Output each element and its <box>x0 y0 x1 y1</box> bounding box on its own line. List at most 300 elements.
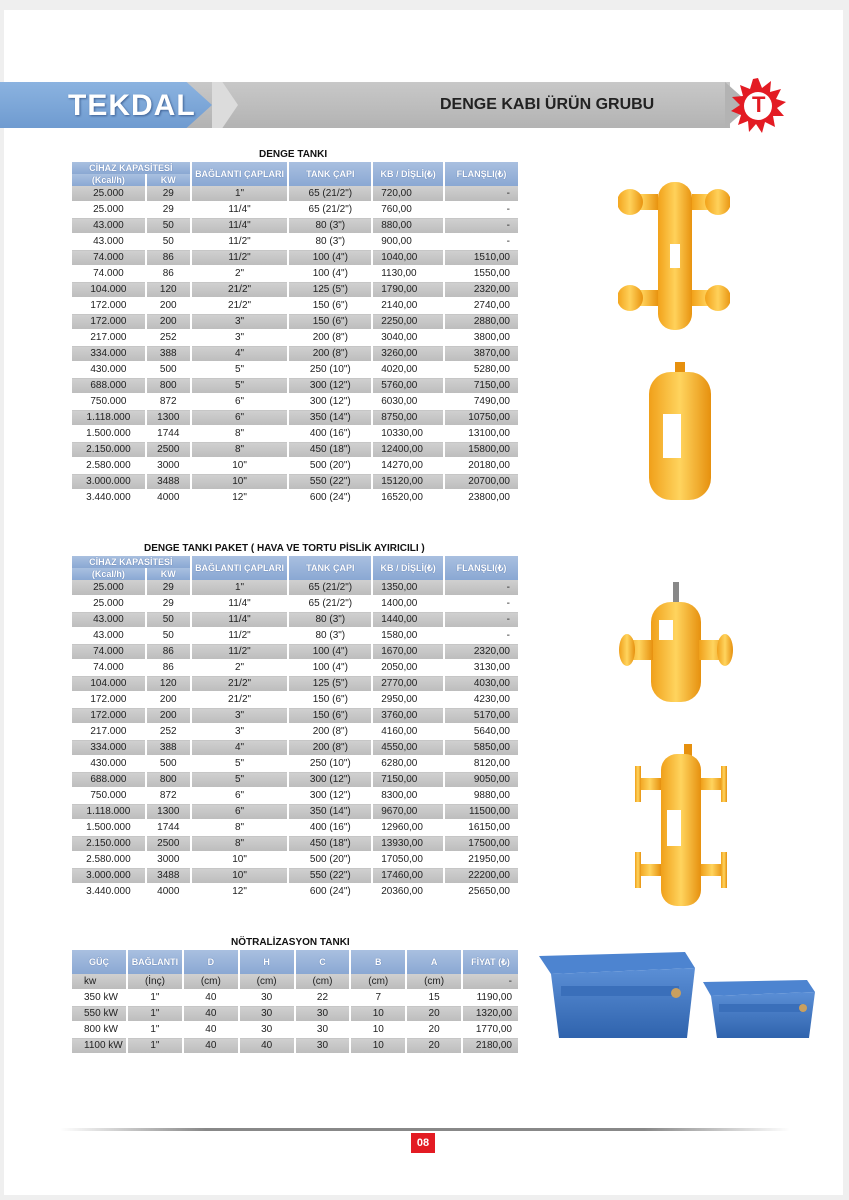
table-cell: 8" <box>191 820 289 836</box>
table-cell: 13930,00 <box>372 836 444 852</box>
table-cell: 300 (12") <box>288 394 372 410</box>
table-row <box>72 458 519 474</box>
table-cell: 7 <box>350 990 406 1006</box>
table-cell: 334.000 <box>72 346 146 362</box>
table-cell: 1670,00 <box>372 644 444 660</box>
table-cell: 388 <box>146 346 191 362</box>
table-row <box>72 394 519 410</box>
denge-tank-paket-tall-image <box>633 744 729 910</box>
table-cell: 10750,00 <box>444 410 519 426</box>
table-cell: 334.000 <box>72 740 146 756</box>
table-cell: 11/4" <box>191 218 289 234</box>
table-cell: 10330,00 <box>372 426 444 442</box>
table-cell: 50 <box>146 234 191 250</box>
table-cell: 5760,00 <box>372 378 444 394</box>
table-row <box>72 298 519 314</box>
table-cell: 4160,00 <box>372 724 444 740</box>
table-cell: 1" <box>191 186 289 202</box>
table-cell: - <box>444 580 519 596</box>
table-cell: 4000 <box>146 884 191 900</box>
table-cell: 12400,00 <box>372 442 444 458</box>
table3-header-cell: C <box>295 950 351 974</box>
table-cell: 30 <box>239 990 295 1006</box>
table-cell: 74.000 <box>72 644 146 660</box>
table-cell: 800 kW <box>72 1022 127 1038</box>
table-cell: 2250,00 <box>372 314 444 330</box>
table-cell: 217.000 <box>72 330 146 346</box>
table-cell: 50 <box>146 628 191 644</box>
table-cell: 30 <box>295 1022 351 1038</box>
table-cell: 760,00 <box>372 202 444 218</box>
table-cell: 21950,00 <box>444 852 519 868</box>
table-cell: 74.000 <box>72 250 146 266</box>
denge-tank-flanged-image <box>618 172 730 340</box>
table-cell: 86 <box>146 250 191 266</box>
table-row <box>72 362 519 378</box>
header-flange: FLANŞLI(₺) <box>444 556 519 580</box>
table-row <box>72 868 519 884</box>
table-cell: 8750,00 <box>372 410 444 426</box>
table-row <box>72 628 519 644</box>
header-capacity: CİHAZ KAPASİTESİ <box>72 556 191 568</box>
table-cell: 80 (3") <box>288 234 372 250</box>
table-cell: 400 (16") <box>288 426 372 442</box>
table-cell: 2740,00 <box>444 298 519 314</box>
table-cell: 1.118.000 <box>72 804 146 820</box>
table-cell: 20360,00 <box>372 884 444 900</box>
table-cell: 9670,00 <box>372 804 444 820</box>
table-cell: 20180,00 <box>444 458 519 474</box>
table-cell: 688.000 <box>72 378 146 394</box>
table-cell: 2140,00 <box>372 298 444 314</box>
table-cell: 29 <box>146 202 191 218</box>
table-cell: 22 <box>295 990 351 1006</box>
table-cell: 100 (4") <box>288 660 372 676</box>
table-cell: 4000 <box>146 490 191 506</box>
table-row <box>72 1022 519 1038</box>
table-cell: 100 (4") <box>288 266 372 282</box>
table-cell: 17460,00 <box>372 868 444 884</box>
header-capacity: CİHAZ KAPASİTESİ <box>72 162 191 174</box>
table-cell: 1770,00 <box>462 1022 519 1038</box>
table-cell: 5850,00 <box>444 740 519 756</box>
table-cell: 6" <box>191 410 289 426</box>
table-cell: 550 kW <box>72 1006 127 1022</box>
table-cell: 21/2" <box>191 298 289 314</box>
table-row <box>72 644 519 660</box>
table-cell: 2.150.000 <box>72 442 146 458</box>
table-cell: 16150,00 <box>444 820 519 836</box>
table-row <box>72 378 519 394</box>
table-cell: 150 (6") <box>288 298 372 314</box>
denge-tanki-paket-table <box>72 556 520 900</box>
table-cell: 25.000 <box>72 186 146 202</box>
table-cell: 3130,00 <box>444 660 519 676</box>
table-cell: 30 <box>295 1038 351 1054</box>
table-cell: 20700,00 <box>444 474 519 490</box>
table-row <box>72 426 519 442</box>
table-cell: 1100 kW <box>72 1038 127 1054</box>
table-cell: 1400,00 <box>372 596 444 612</box>
table-cell: 388 <box>146 740 191 756</box>
table-cell: 10" <box>191 474 289 490</box>
table3-unit-cell: (cm) <box>406 974 462 990</box>
table-cell: 29 <box>146 580 191 596</box>
table-cell: 800 <box>146 378 191 394</box>
table-cell: 1550,00 <box>444 266 519 282</box>
table-cell: 6" <box>191 394 289 410</box>
table-cell: 4230,00 <box>444 692 519 708</box>
table-cell: 5" <box>191 378 289 394</box>
table-cell: 1" <box>127 990 183 1006</box>
table-row <box>72 580 519 596</box>
table2-title: DENGE TANKI PAKET ( HAVA VE TORTU PİSLİK AYIRICILI ) <box>144 543 425 554</box>
table-cell: 250 (10") <box>288 362 372 378</box>
table-cell: 172.000 <box>72 298 146 314</box>
table-row <box>72 186 519 202</box>
table-cell: 450 (18") <box>288 442 372 458</box>
table3-header-cell: BAĞLANTI <box>127 950 183 974</box>
table3-header-cell: D <box>183 950 239 974</box>
table-row <box>72 724 519 740</box>
table-cell: 1350,00 <box>372 580 444 596</box>
table-cell: - <box>444 186 519 202</box>
table-cell: 3488 <box>146 868 191 884</box>
table-cell: 500 <box>146 756 191 772</box>
table-cell: 10 <box>350 1006 406 1022</box>
table-cell: 720,00 <box>372 186 444 202</box>
table-cell: 40 <box>183 1006 239 1022</box>
table-cell: 86 <box>146 266 191 282</box>
table-cell: 21/2" <box>191 676 289 692</box>
table-cell: 6" <box>191 804 289 820</box>
table-cell: 8" <box>191 426 289 442</box>
table-cell: 12" <box>191 884 289 900</box>
table-cell: 15120,00 <box>372 474 444 490</box>
table-cell: 1" <box>127 1006 183 1022</box>
table-cell: 6" <box>191 788 289 804</box>
table-cell: - <box>444 612 519 628</box>
table-cell: 13100,00 <box>444 426 519 442</box>
header-tank: TANK ÇAPI <box>288 162 372 186</box>
table-cell: 5" <box>191 362 289 378</box>
page-title: DENGE KABI ÜRÜN GRUBU <box>440 96 655 113</box>
table-row <box>72 314 519 330</box>
table-cell: 172.000 <box>72 314 146 330</box>
table-cell: 10 <box>350 1038 406 1054</box>
table-cell: 1300 <box>146 804 191 820</box>
table-cell: 500 <box>146 362 191 378</box>
header-kw: KW <box>146 568 191 580</box>
table-cell: 217.000 <box>72 724 146 740</box>
table-cell: 8" <box>191 442 289 458</box>
table-cell: 1744 <box>146 820 191 836</box>
table-cell: 25.000 <box>72 580 146 596</box>
table-cell: 2880,00 <box>444 314 519 330</box>
table-row <box>72 282 519 298</box>
table-cell: 2.150.000 <box>72 836 146 852</box>
table-cell: 1580,00 <box>372 628 444 644</box>
table-cell: 100 (4") <box>288 250 372 266</box>
table-cell: 50 <box>146 218 191 234</box>
table-cell: 550 (22") <box>288 868 372 884</box>
table-cell: 3.440.000 <box>72 884 146 900</box>
table-cell: 3000 <box>146 852 191 868</box>
table-cell: 252 <box>146 724 191 740</box>
table-cell: 10 <box>350 1022 406 1038</box>
table-cell: 550 (22") <box>288 474 372 490</box>
table-cell: 125 (5") <box>288 676 372 692</box>
table3-header-cell: FİYAT (₺) <box>462 950 519 974</box>
table-cell: 11/2" <box>191 250 289 266</box>
table-cell: 40 <box>239 1038 295 1054</box>
table-row <box>72 1006 519 1022</box>
table-cell: 2500 <box>146 836 191 852</box>
table-cell: 40 <box>183 1038 239 1054</box>
table-row <box>72 692 519 708</box>
table-cell: 8" <box>191 836 289 852</box>
table-cell: 17050,00 <box>372 852 444 868</box>
table3-header-cell: H <box>239 950 295 974</box>
table-cell: 3870,00 <box>444 346 519 362</box>
page-number-badge: 08 <box>411 1133 435 1153</box>
table-cell: 100 (4") <box>288 644 372 660</box>
table-cell: - <box>444 234 519 250</box>
table3-unit-cell: - <box>462 974 519 990</box>
table-cell: 10" <box>191 852 289 868</box>
table-cell: 65 (21/2") <box>288 596 372 612</box>
table3-header-cell: A <box>406 950 462 974</box>
table-cell: 3" <box>191 330 289 346</box>
table-cell: 11/2" <box>191 234 289 250</box>
table-cell: 500 (20") <box>288 458 372 474</box>
table-cell: 1300 <box>146 410 191 426</box>
table-cell: 2320,00 <box>444 644 519 660</box>
table-cell: 17500,00 <box>444 836 519 852</box>
table-row <box>72 442 519 458</box>
table-cell: 65 (21/2") <box>288 202 372 218</box>
table-cell: 4020,00 <box>372 362 444 378</box>
table-cell: 300 (12") <box>288 378 372 394</box>
table-cell: 2.580.000 <box>72 458 146 474</box>
table-cell: 30 <box>239 1006 295 1022</box>
table-cell: 4" <box>191 740 289 756</box>
table3-header-cell: GÜÇ <box>72 950 127 974</box>
table-cell: 3760,00 <box>372 708 444 724</box>
table-row <box>72 474 519 490</box>
table-cell: 3040,00 <box>372 330 444 346</box>
table-row <box>72 740 519 756</box>
table-cell: 688.000 <box>72 772 146 788</box>
table-cell: 16520,00 <box>372 490 444 506</box>
table-cell: 1" <box>127 1038 183 1054</box>
table-cell: 2770,00 <box>372 676 444 692</box>
table-cell: 3.000.000 <box>72 868 146 884</box>
table-cell: 1510,00 <box>444 250 519 266</box>
table-cell: 74.000 <box>72 660 146 676</box>
table-cell: 2050,00 <box>372 660 444 676</box>
table-cell: 4030,00 <box>444 676 519 692</box>
table-cell: 600 (24") <box>288 884 372 900</box>
table-cell: 4550,00 <box>372 740 444 756</box>
table-cell: 3.000.000 <box>72 474 146 490</box>
table-row <box>72 410 519 426</box>
table-cell: 1040,00 <box>372 250 444 266</box>
table-cell: 11/2" <box>191 644 289 660</box>
table-cell: - <box>444 218 519 234</box>
table-cell: 15800,00 <box>444 442 519 458</box>
table-cell: 125 (5") <box>288 282 372 298</box>
table-cell: 80 (3") <box>288 218 372 234</box>
table-cell: 50 <box>146 612 191 628</box>
table-cell: 150 (6") <box>288 708 372 724</box>
table-cell: 1744 <box>146 426 191 442</box>
table-cell: 40 <box>183 990 239 1006</box>
table-cell: 104.000 <box>72 676 146 692</box>
table-cell: 12" <box>191 490 289 506</box>
table-cell: 1320,00 <box>462 1006 519 1022</box>
table-cell: 4" <box>191 346 289 362</box>
table-row <box>72 346 519 362</box>
table-cell: 8300,00 <box>372 788 444 804</box>
table-cell: 21/2" <box>191 282 289 298</box>
table-row <box>72 218 519 234</box>
table-cell: 6280,00 <box>372 756 444 772</box>
table-cell: 200 (8") <box>288 330 372 346</box>
table-row <box>72 596 519 612</box>
table-cell: 3488 <box>146 474 191 490</box>
header-kcal: (Kcal/h) <box>72 568 146 580</box>
table-cell: 74.000 <box>72 266 146 282</box>
table3-unit-cell: (cm) <box>295 974 351 990</box>
table-cell: 30 <box>239 1022 295 1038</box>
table-cell: 2.580.000 <box>72 852 146 868</box>
table-cell: 150 (6") <box>288 314 372 330</box>
table-row <box>72 708 519 724</box>
table-cell: 65 (21/2") <box>288 580 372 596</box>
table-cell: 1.500.000 <box>72 820 146 836</box>
table-cell: 900,00 <box>372 234 444 250</box>
header-kb: KB / DİŞLİ(₺) <box>372 556 444 580</box>
table-cell: 20 <box>406 1006 462 1022</box>
denge-tank-paket-small-image <box>617 582 737 712</box>
table-cell: 872 <box>146 788 191 804</box>
table-row <box>72 202 519 218</box>
header-kb: KB / DİŞLİ(₺) <box>372 162 444 186</box>
table-cell: 430.000 <box>72 362 146 378</box>
table-cell: 300 (12") <box>288 788 372 804</box>
table-cell: 11/4" <box>191 202 289 218</box>
table-cell: 5280,00 <box>444 362 519 378</box>
table-cell: 3800,00 <box>444 330 519 346</box>
table-cell: 150 (6") <box>288 692 372 708</box>
table-cell: - <box>444 596 519 612</box>
table-cell: 500 (20") <box>288 852 372 868</box>
table-cell: - <box>444 202 519 218</box>
table-cell: 6030,00 <box>372 394 444 410</box>
table-cell: 25650,00 <box>444 884 519 900</box>
brand-logo-text: TEKDAL <box>68 89 196 122</box>
table-cell: 15 <box>406 990 462 1006</box>
table-cell: 2500 <box>146 442 191 458</box>
table-row <box>72 676 519 692</box>
table-cell: 120 <box>146 676 191 692</box>
header-tank: TANK ÇAPI <box>288 556 372 580</box>
table-cell: 3.440.000 <box>72 490 146 506</box>
table-row <box>72 990 519 1006</box>
table-cell: - <box>444 628 519 644</box>
table-cell: 3" <box>191 708 289 724</box>
table-cell: 350 (14") <box>288 410 372 426</box>
table-row <box>72 612 519 628</box>
table-cell: 2950,00 <box>372 692 444 708</box>
table-row <box>72 852 519 868</box>
table-cell: 1.118.000 <box>72 410 146 426</box>
table-row <box>72 1038 519 1054</box>
table-cell: 5" <box>191 756 289 772</box>
header-kcal: (Kcal/h) <box>72 174 146 186</box>
table-cell: 450 (18") <box>288 836 372 852</box>
table-cell: 200 <box>146 708 191 724</box>
table-cell: 2" <box>191 660 289 676</box>
table-cell: 1190,00 <box>462 990 519 1006</box>
header-flange: FLANŞLI(₺) <box>444 162 519 186</box>
header-connection: BAĞLANTI ÇAPLARI <box>191 162 289 186</box>
table-cell: 86 <box>146 644 191 660</box>
table-cell: 750.000 <box>72 788 146 804</box>
table-row <box>72 788 519 804</box>
table3-unit-cell: (cm) <box>239 974 295 990</box>
table-cell: 250 (10") <box>288 756 372 772</box>
table-cell: 3260,00 <box>372 346 444 362</box>
table-cell: 11/2" <box>191 628 289 644</box>
table-cell: 2180,00 <box>462 1038 519 1054</box>
table-cell: 1440,00 <box>372 612 444 628</box>
table-cell: 11/4" <box>191 612 289 628</box>
header-kw: KW <box>146 174 191 186</box>
table-cell: 86 <box>146 660 191 676</box>
table-row <box>72 772 519 788</box>
table-cell: 200 (8") <box>288 740 372 756</box>
table-cell: 80 (3") <box>288 628 372 644</box>
table-cell: 252 <box>146 330 191 346</box>
table-cell: 25.000 <box>72 596 146 612</box>
table-cell: 80 (3") <box>288 612 372 628</box>
table-cell: 172.000 <box>72 708 146 724</box>
footer-divider <box>60 1128 790 1131</box>
table3-unit-cell: (cm) <box>183 974 239 990</box>
table3-unit-cell: (cm) <box>350 974 406 990</box>
table-cell: 3" <box>191 724 289 740</box>
table-row <box>72 884 519 900</box>
table1-title: DENGE TANKI <box>259 149 328 160</box>
table-row <box>72 250 519 266</box>
table-cell: 200 <box>146 314 191 330</box>
table-cell: 104.000 <box>72 282 146 298</box>
table-cell: 7490,00 <box>444 394 519 410</box>
table-cell: 200 (8") <box>288 724 372 740</box>
table-cell: 872 <box>146 394 191 410</box>
table-cell: 1" <box>191 580 289 596</box>
denge-tanki-table <box>72 162 520 506</box>
table-cell: 10" <box>191 458 289 474</box>
table-cell: 880,00 <box>372 218 444 234</box>
table-row <box>72 836 519 852</box>
table-row <box>72 820 519 836</box>
table-cell: 200 <box>146 692 191 708</box>
logo-letter: T <box>752 92 766 117</box>
table-cell: 20 <box>406 1038 462 1054</box>
